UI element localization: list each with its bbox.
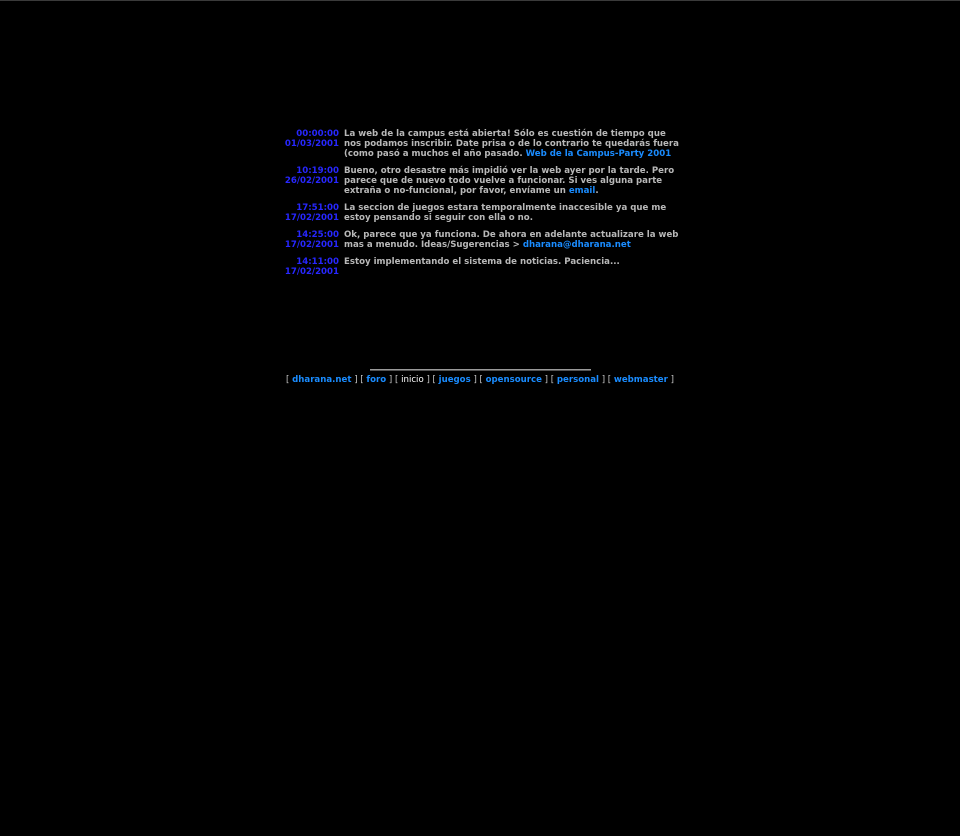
bracket-close: ] <box>601 375 606 385</box>
bracket-open: [ <box>286 375 290 385</box>
nav-link-webmaster[interactable]: webmaster <box>613 375 668 385</box>
news-date: 17/02/2001 <box>284 213 339 223</box>
nav-link-personal[interactable]: personal <box>556 375 599 385</box>
bracket-open: [ <box>479 375 483 385</box>
news-timestamp <box>278 257 339 277</box>
nav-item-inicio-current: inicio <box>401 375 424 385</box>
nav-link-dharana-net[interactable]: dharana.net <box>292 375 352 385</box>
news-date: 01/03/2001 <box>284 139 339 149</box>
news-item <box>278 166 688 196</box>
news-text: La web de la campus está abierta! Sólo es cuestión de tiempo que nos podamos inscribir. Date prisa o de lo contrario te quedarás fuera (como pasó a muchos el año pasado. <box>344 129 679 159</box>
news-date: 26/02/2001 <box>284 176 339 186</box>
bracket-open: [ <box>607 375 612 385</box>
news-time: 17:51:00 <box>296 203 339 213</box>
bracket-open: [ <box>395 375 399 385</box>
news-item <box>278 203 688 223</box>
bracket-open: [ <box>432 375 436 385</box>
campus-party-link[interactable]: Web de la Campus-Party 2001 <box>525 149 672 159</box>
news-list <box>278 129 688 284</box>
news-item <box>278 257 688 277</box>
bracket-close: ] <box>388 375 393 385</box>
contact-email-link[interactable]: dharana@dharana.net <box>522 240 631 250</box>
news-time: 14:25:00 <box>296 230 339 240</box>
bracket-close: ] <box>426 375 430 385</box>
news-date: 17/02/2001 <box>284 240 339 250</box>
email-link[interactable]: email <box>568 186 596 196</box>
news-text-after: . <box>595 186 599 196</box>
news-time: 10:19:00 <box>296 166 339 176</box>
news-body <box>344 129 684 159</box>
news-item <box>278 129 688 159</box>
bracket-close: ] <box>544 375 549 385</box>
nav-link-opensource[interactable]: opensource <box>485 375 542 385</box>
news-timestamp <box>278 166 339 186</box>
news-text: Estoy implementando el sistema de noticias. Paciencia... <box>344 257 620 267</box>
news-timestamp <box>278 230 339 250</box>
news-timestamp <box>278 129 339 149</box>
news-item <box>278 230 688 250</box>
nav-link-foro[interactable]: foro <box>366 375 387 385</box>
news-time: 00:00:00 <box>296 129 339 139</box>
news-body <box>344 257 684 267</box>
bracket-open: [ <box>550 375 555 385</box>
news-text: Ok, parece que ya funciona. De ahora en adelante actualizare la web mas a menudo. Ideas/Sugerencias > <box>344 230 679 250</box>
bracket-close: ] <box>354 375 358 385</box>
news-body <box>344 203 684 223</box>
news-text: La seccion de juegos estara temporalmente inaccesible ya que me estoy pensando si seguir con ella o no. <box>344 203 667 223</box>
bracket-close: ] <box>670 375 674 385</box>
news-body <box>344 230 684 250</box>
news-time: 14:11:00 <box>296 257 339 267</box>
news-text: Bueno, otro desastre más impidió ver la web ayer por la tarde. Pero parece que de nuevo todo vuelve a funcionar. Si ves alguna parte extraña o no-funcional, por favor, envíame un <box>344 166 675 196</box>
bracket-close: ] <box>473 375 477 385</box>
footer-nav <box>0 375 960 385</box>
bracket-open: [ <box>360 375 364 385</box>
news-body <box>344 166 684 196</box>
nav-link-juegos[interactable]: juegos <box>438 375 471 385</box>
news-timestamp <box>278 203 339 223</box>
news-date: 17/02/2001 <box>284 267 339 277</box>
footer-divider <box>370 369 591 371</box>
